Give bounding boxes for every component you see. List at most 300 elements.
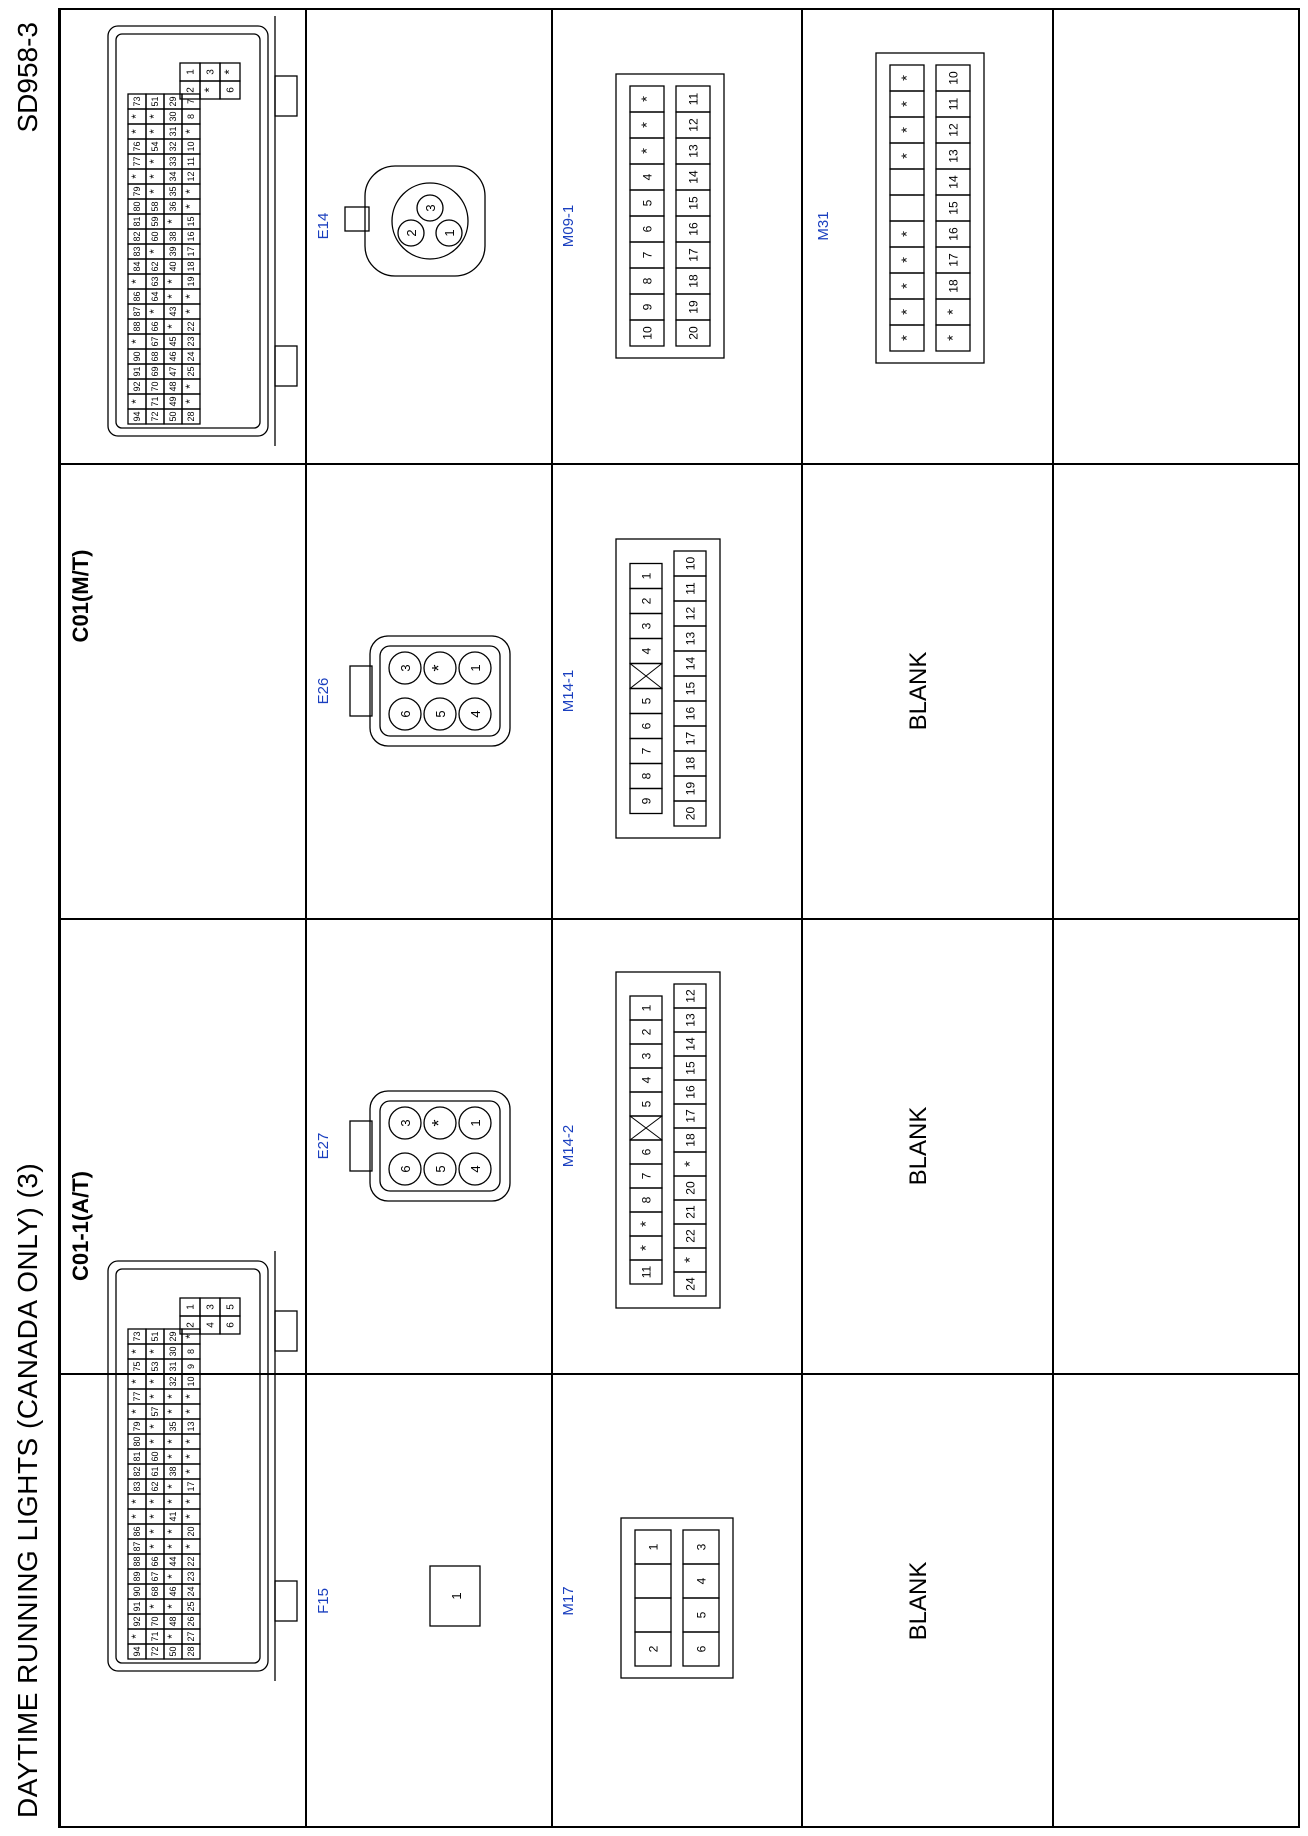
pin-label: 66 [150,1556,161,1567]
pin-label: * [183,1409,198,1414]
m31-label: M31 [815,211,832,241]
grid-vline [61,919,1300,921]
pin-label: 51 [150,96,161,107]
pin-label: 68 [150,1586,161,1597]
pin-label: 88 [132,321,143,332]
blank-cell-1: BLANK [905,651,932,731]
pin-label: 27 [186,1631,197,1642]
pin-label: 15 [186,216,197,227]
ecu-mt-label: C01(M/T) [68,549,93,643]
pin-label: 6 [694,1645,709,1653]
connector-body [876,53,984,363]
pin-label: * [147,1439,162,1444]
pin-label: 24 [683,1277,698,1291]
pin-label: 8 [639,772,654,780]
pin-label: * [165,1484,180,1489]
pin-label: 32 [168,1376,179,1387]
pin-label: * [147,189,162,194]
pin-label: 38 [168,1466,179,1477]
pin-label: 4 [694,1577,709,1585]
pin-label: * [898,101,916,107]
pin-label: 5 [639,697,654,705]
pin-label: 82 [132,1466,143,1477]
pin-label: * [183,294,198,299]
pin-label: 19 [186,276,197,287]
pin-label: * [221,69,237,75]
pin-label: * [165,219,180,224]
pin-label: 8 [640,277,655,285]
pin-label: 32 [168,141,179,152]
pin-label: 77 [132,1391,143,1402]
pin-label: * [129,1349,144,1354]
pin-label: 47 [168,366,179,377]
pin-label: 6 [639,1148,654,1156]
pin-label: * [183,309,198,314]
pin-label: * [898,257,916,263]
pin-label: 24 [186,351,197,362]
pin-cell [890,195,924,221]
pin-label: 4 [468,710,483,718]
pin-label: 25 [186,1601,197,1612]
pin-label: 72 [150,1646,161,1657]
pin-label: 18 [186,261,197,272]
pin-label: 38 [168,231,179,242]
pin-label: * [147,1544,162,1549]
pin-label: 11 [639,1265,654,1279]
pin-label: 8 [639,1196,654,1204]
pin-label: 5 [225,1304,237,1310]
pin-cell [635,1564,671,1598]
pin-label: 71 [150,396,161,407]
pin-label: * [201,87,217,93]
pin-label: 12 [946,123,961,137]
pin-label: * [147,1424,162,1429]
pin-label: 92 [132,1616,143,1627]
pin-label: 72 [150,411,161,422]
pin-label: 68 [150,351,161,362]
pin-label: 24 [186,1586,197,1597]
pin-label: 57 [150,1406,161,1417]
pin-label: 62 [150,1481,161,1492]
pin-label: 88 [132,1556,143,1567]
pin-label: 4 [468,1165,483,1173]
pin-label: * [165,1529,180,1534]
pin-label: 11 [186,156,197,167]
pin-label: * [165,1409,180,1414]
pin-label: 14 [946,175,961,189]
pin-label: * [898,283,916,289]
pin-label: 3 [694,1543,709,1551]
ecu-latch [275,1311,297,1351]
pin-label: * [129,1634,144,1639]
pin-label: 20 [683,806,698,821]
pin-label: 13 [683,631,698,646]
pin-label: 16 [946,227,961,241]
m14-1-label: M14-1 [560,669,577,713]
pin-label: 10 [640,326,655,340]
pin-label: * [165,1454,180,1459]
blank-cell-2: BLANK [905,1106,932,1186]
pin-label: 13 [686,144,701,158]
pin-label: * [638,148,656,154]
pin-label: 21 [683,1205,698,1219]
grid-hline [551,8,553,1828]
pin-label: 46 [168,1586,179,1597]
e14-connector [335,136,535,306]
pin-cell [890,169,924,195]
pin-label: * [129,129,144,134]
pin-label: 17 [186,246,197,257]
pin-label: 13 [186,1421,197,1432]
pin-label: 45 [168,336,179,347]
pin-label: * [165,1634,180,1639]
pin-label: 41 [168,1511,179,1522]
pin-label: * [637,1221,655,1227]
pin-label: 6 [640,225,655,233]
pin-label: * [898,127,916,133]
pin-label: 2 [639,1028,654,1036]
pin-label: 70 [150,1616,161,1627]
pin-label: * [147,129,162,134]
m14-2-connector [575,981,785,1311]
pin-label: * [183,1499,198,1504]
pin-label: * [898,309,916,315]
pin-label: 10 [683,556,698,571]
pin-label: 18 [683,1133,698,1147]
ecu-latch [275,76,297,116]
pin-label: 22 [186,321,197,332]
pin-label: 9 [640,303,655,311]
m14-2-label: M14-2 [560,1124,577,1168]
pin-label: 17 [686,248,701,262]
pin-label: 16 [186,231,197,242]
pin-label: 2 [639,597,654,605]
pin-label: 13 [946,149,961,163]
pin-label: 19 [683,781,698,796]
pin-label: 51 [150,1331,161,1342]
pin-label: 48 [168,1616,179,1627]
pin-label: 54 [150,141,161,152]
f15-connector [420,1556,490,1636]
pin-label: 90 [132,351,143,362]
pin-label: 90 [132,1586,143,1597]
pin-label: * [898,335,916,341]
pin-label: 15 [946,201,961,215]
pin-label: 34 [168,171,179,182]
pin-label: 29 [168,1331,179,1342]
pin-label: 5 [433,1165,448,1173]
pin-label: 80 [132,201,143,212]
pin-label: * [147,159,162,164]
pin-label: * [165,279,180,284]
pin-label: * [429,1119,449,1127]
pin-label: 61 [150,1466,161,1477]
pin-label: * [898,231,916,237]
pin-label: 4 [205,1322,217,1328]
pin-label: 73 [132,96,143,107]
pin-label: 30 [168,111,179,122]
pin-label: 73 [132,1331,143,1342]
page-code: SD958-3 [12,22,43,133]
pin-label: * [183,399,198,404]
pin-label: 12 [683,989,698,1003]
pin-label: 5 [639,1100,654,1108]
ecu-latch [275,1581,297,1621]
pin-label: 10 [186,1376,197,1387]
pin-label: 35 [168,186,179,197]
connector-key [350,666,372,716]
pin-label: 79 [132,186,143,197]
e26-label: E26 [315,677,332,705]
pin-label: 17 [946,253,961,267]
pin-label: * [898,75,916,81]
pin-label: * [183,204,198,209]
pin-label: 36 [168,201,179,212]
connector-inner [380,1101,500,1191]
ecu-at-connector [100,1241,300,1681]
pin-label: 75 [132,1361,143,1372]
pin-label: 15 [686,196,701,210]
pin-label: 60 [150,1451,161,1462]
pin-label: 5 [640,199,655,207]
pin-label: 17 [683,731,698,746]
pin-label: 69 [150,366,161,377]
pin-label: 30 [168,1346,179,1357]
pin-label: 7 [639,1172,654,1180]
pin-label: 92 [132,381,143,392]
pin-label: 11 [683,582,698,595]
pin-label: 20 [186,1526,197,1537]
pin-label: 9 [639,797,654,805]
pin-label: 31 [168,1361,179,1372]
pin-label: * [147,1529,162,1534]
pin-label: 16 [683,706,698,721]
pin-label: 6 [398,1165,413,1173]
pin-label: 3 [205,69,217,75]
grid-hline [305,8,307,1828]
pin-label: 48 [168,381,179,392]
pin-label: 23 [186,336,197,347]
pin-label: 94 [132,1646,143,1657]
connector-inner [380,646,500,736]
pin-label: * [183,129,198,134]
pin-label: 67 [150,336,161,347]
pin-label: 7 [640,251,655,259]
pin-label: 3 [639,622,654,630]
pin-label: * [129,1499,144,1504]
pin-label: 17 [186,1481,197,1492]
pin-label: 82 [132,231,143,242]
e26-connector [335,606,535,776]
pin-label: 14 [686,170,701,184]
pin-label: 1 [185,1304,197,1310]
pin-label: * [129,1514,144,1519]
pin-label: 1 [639,1004,654,1012]
pin-label: * [898,153,916,159]
blank-cell-3: BLANK [905,1561,932,1641]
pin-label: 4 [639,1076,654,1084]
pin-label: 2 [185,87,197,93]
pin-label: * [165,1544,180,1549]
pin-label: 15 [683,681,698,696]
pin-label: * [129,399,144,404]
pin-label: 7 [639,747,654,755]
pin-label: * [129,279,144,284]
pin-label: 81 [132,1451,143,1462]
pin-label: * [165,324,180,329]
pin-label: 2 [646,1645,661,1653]
pin-label: 94 [132,411,143,422]
pin-label: * [147,1349,162,1354]
pin-label: 66 [150,321,161,332]
pin-label: * [183,189,198,194]
pin-label: 3 [398,664,413,672]
pin-label: 12 [683,606,698,621]
pin-label: 53 [150,1361,161,1372]
pin-label: 4 [639,647,654,655]
pin-label: 77 [132,156,143,167]
pin-label: 22 [186,1556,197,1567]
pin-label: 1 [449,1592,464,1600]
pin-label: * [638,122,656,128]
pin-label: 1 [468,1119,483,1127]
pin-label: 60 [150,231,161,242]
pin-label: 29 [168,96,179,107]
page-title: DAYTIME RUNNING LIGHTS (CANADA ONLY) (3) [12,1162,43,1818]
pin-label: 25 [186,366,197,377]
pin-label: * [147,1394,162,1399]
pin-label: * [638,96,656,102]
ecu-mt-connector [100,6,300,446]
pin-label: 89 [132,1571,143,1582]
pin-label: 64 [150,291,161,302]
pin-label: 50 [168,411,179,422]
pin-label: 5 [433,710,448,718]
e14-label: E14 [315,212,332,240]
pin-label: * [129,1379,144,1384]
pin-label: * [165,294,180,299]
pin-label: 6 [639,722,654,730]
pin-label: 13 [683,1013,698,1027]
pin-label: * [129,339,144,344]
pin-label: 71 [150,1631,161,1642]
m14-1-connector [575,536,785,846]
pin-label: 22 [683,1229,698,1243]
pin-label: 8 [186,1348,197,1355]
pin-label: 33 [168,156,179,167]
pin-label: 1 [185,69,197,75]
pin-label: 3 [205,1304,217,1310]
pin-label: * [183,1334,198,1339]
pin-label: 28 [186,1646,197,1657]
pin-label: 19 [686,300,701,314]
pin-label: 91 [132,366,143,377]
pin-label: 20 [686,326,701,340]
pin-label: 7 [186,98,197,105]
pin-label: * [183,1454,198,1459]
connector-key [350,1121,372,1171]
pin-label: 4 [640,173,655,181]
pin-label: * [183,1439,198,1444]
pin-label: * [429,664,449,672]
pin-label: * [183,384,198,389]
pin-label: 49 [168,396,179,407]
connector-body [365,166,485,276]
pin-label: 59 [150,216,161,227]
e27-label: E27 [315,1132,332,1160]
pin-label: * [147,1604,162,1609]
pin-label: 3 [639,1052,654,1060]
f15-label: F15 [315,1588,332,1614]
pin-label: 18 [686,274,701,288]
pin-label: 5 [694,1611,709,1619]
pin-label: 81 [132,216,143,227]
pin-label: 15 [683,1061,698,1075]
pin-label: * [147,1379,162,1384]
pin-label: 91 [132,1601,143,1612]
pin-label: 58 [150,201,161,212]
pin-label: * [147,1499,162,1504]
m09-connector [590,71,780,361]
pin-label: 12 [686,118,701,132]
pin-label: * [165,1499,180,1504]
pin-label: 1 [646,1543,661,1551]
pin-label: 62 [150,261,161,272]
pin-label: 1 [468,664,483,672]
pin-label: * [165,1574,180,1579]
pin-label: 40 [168,261,179,272]
pin-label: * [129,174,144,179]
pin-cell [635,1598,671,1632]
pin-label: * [129,114,144,119]
pin-label: * [183,1514,198,1519]
pin-label: 2 [185,1322,197,1328]
ecu-latch [275,346,297,386]
pin-label: 11 [686,92,701,106]
pin-label: 63 [150,276,161,287]
pin-label: 1 [442,229,457,237]
pin-label: 14 [683,656,698,671]
pin-label: 18 [683,756,698,771]
pin-label: 6 [398,710,413,718]
pin-label: 3 [423,204,438,212]
pin-label: 9 [186,1363,197,1370]
pin-label: * [183,1394,198,1399]
pin-label: 31 [168,126,179,137]
pin-label: * [944,335,962,341]
pin-label: 16 [686,222,701,236]
pin-label: 10 [186,141,197,152]
m17-label: M17 [560,1586,577,1616]
pin-label: 28 [186,411,197,422]
grid-hline [801,8,803,1828]
pin-label: 39 [168,246,179,257]
pin-label: 10 [946,71,961,85]
pin-label: 79 [132,1421,143,1432]
grid-vline [61,464,1300,466]
pin-label: 3 [398,1119,413,1127]
pin-label: 70 [150,381,161,392]
pin-label: 80 [132,1436,143,1447]
pin-label: 6 [225,87,237,93]
pin-label: 83 [132,1481,143,1492]
grid-hline [1052,8,1054,1828]
pin-label: * [165,1394,180,1399]
pin-label: 86 [132,1526,143,1537]
pin-label: 8 [186,113,197,120]
pin-label: 67 [150,1571,161,1582]
e27-connector [335,1061,535,1231]
